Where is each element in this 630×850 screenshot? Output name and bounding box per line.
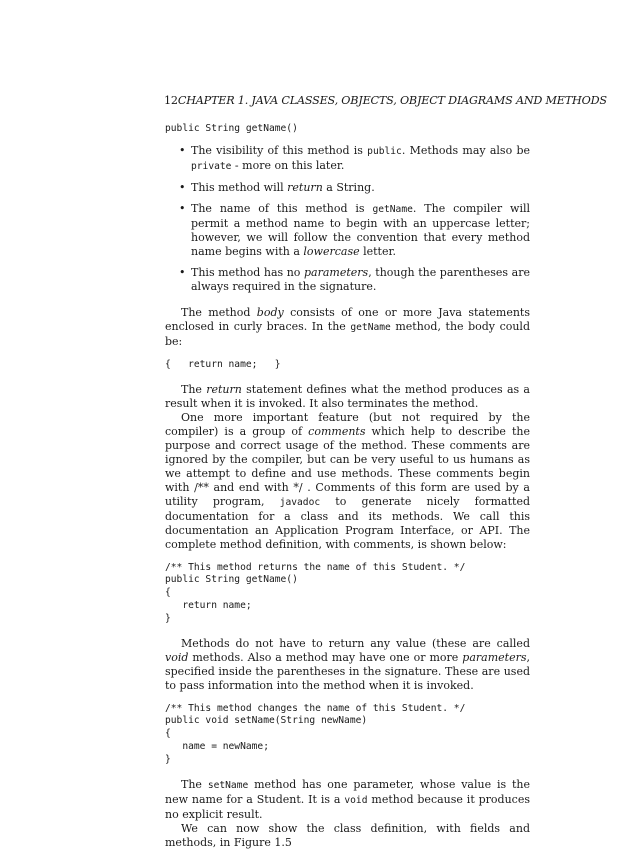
bullet-icon: • [179, 201, 186, 215]
list-item: • This method has no parameters, though the parentheses are always required in the signature. [179, 265, 530, 293]
page-content [164, 94, 607, 850]
list-item: • The name of this method is getName. The compiler will permit a method name to begin with an uppercase letter; however, we will follow the convention that every method name begins with a lowercase letter. [179, 201, 530, 258]
chapter-title: CHAPTER 1. JAVA CLASSES, OBJECTS, OBJECT DIAGRAMS AND METHODS [177, 94, 607, 107]
bullet-icon: • [179, 265, 186, 279]
paragraph-void: Methods do not have to return any value (these are called void methods. Also a method may have one or more parameters, specified inside the parentheses in the signature. These are used to pass information into the method when it is invoked. [165, 636, 530, 692]
paragraph-body: The method body consists of one or more Java statements enclosed in curly braces. In the getName method, the body could be: [165, 305, 530, 348]
paragraph-setname: The setName method has one parameter, whose value is the new name for a Student. It is a void method because it produces no explicit result. [165, 777, 530, 821]
code-block-setname: /** This method changes the name of this Student. */ public void setName(String newName) { name = newName; } [165, 702, 466, 765]
paragraph-comments: One more important feature (but not required by the compiler) is a group of comments which help to describe the purpose and correct usage of the method. These comments are ignored by the compiler, but can be very useful to us humans as we attempt to define and use methods. These comments begin with /** and end with */ . Comments of this form are used by a utility program, javadoc to generate nicely formatted documentation for a class and its methods. We call this documentation an Application Program Interface, or API. The complete method definition, with comments, is shown below: [165, 410, 530, 551]
page-number: 12 [164, 94, 178, 107]
code-block-body: { return name; } [165, 358, 281, 370]
method-signature-getname: public String getName() [165, 123, 298, 134]
bullet-list [165, 144, 530, 294]
paragraph-return: The return statement defines what the method produces as a result when it is invoked. It also terminates the method. [165, 382, 530, 410]
running-header [164, 94, 607, 107]
bullet-icon: • [179, 180, 186, 194]
bullet-icon: • [179, 143, 186, 157]
list-item: • The visibility of this method is public. Methods may also be private - more on this later. [179, 143, 530, 172]
code-block-getname: /** This method returns the name of this Student. */ public String getName() { return name; } [165, 561, 466, 624]
paragraph-figure-ref: We can now show the class definition, with fields and methods, in Figure 1.5 [165, 821, 530, 849]
list-item: • This method will return a String. [179, 180, 375, 194]
